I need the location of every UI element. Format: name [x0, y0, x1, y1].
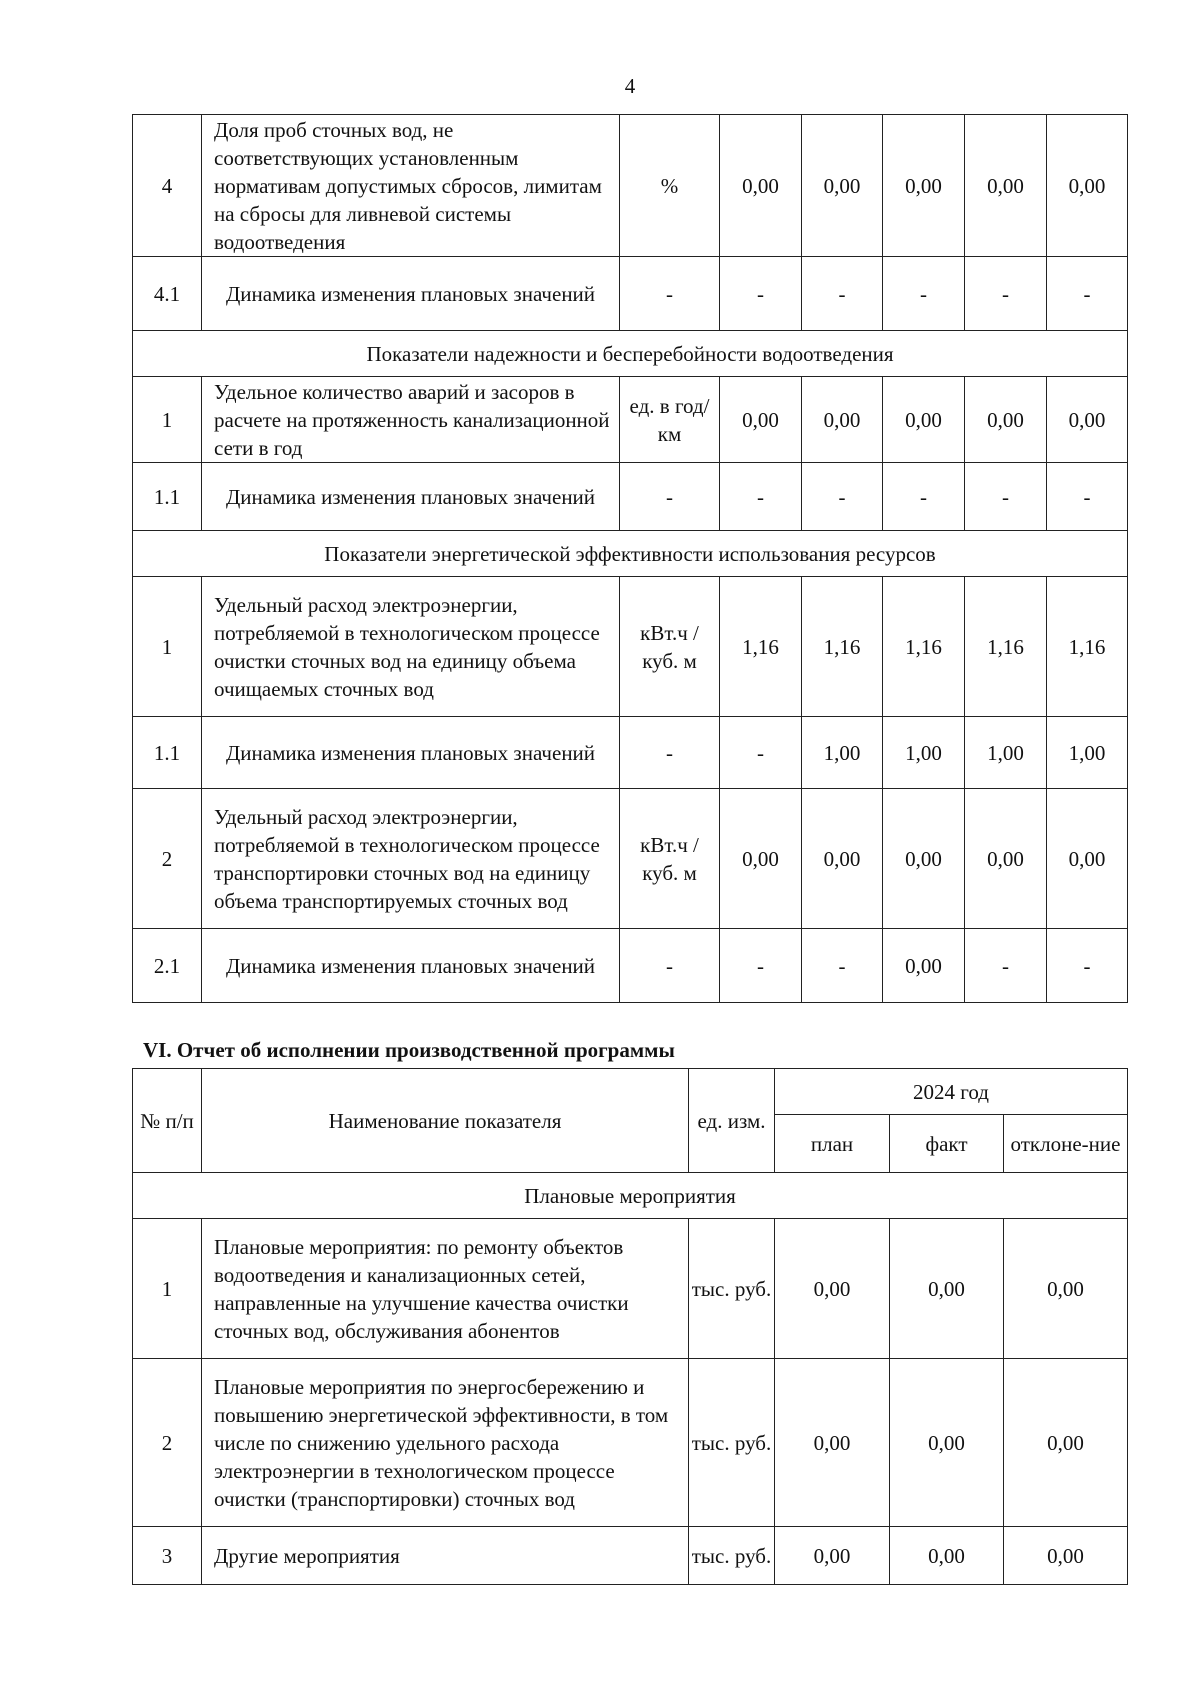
indicators-table [132, 114, 1128, 1003]
indicator-name: Удельное количество аварий и засоров в расчете на протяженность канализационной сети в год [202, 377, 620, 463]
measure-name: Другие мероприятия [202, 1527, 689, 1585]
section-row: Плановые мероприятия [133, 1173, 1128, 1219]
table-row [133, 1219, 1128, 1359]
deviation-value: 0,00 [1004, 1359, 1128, 1527]
section-row [133, 331, 1128, 377]
measure-name: Плановые мероприятия по энергосбережению и повышению энергетической эффективности, в том числе по снижению удельного расхода электроэнергии в технологическом процессе очистки (транспортировки) сточных вод [202, 1359, 689, 1527]
plan-value: 0,00 [775, 1359, 890, 1527]
table-row [133, 717, 1128, 789]
header-plan: план [775, 1115, 890, 1173]
indicator-name: Динамика изменения плановых значений [202, 463, 620, 531]
value-cell: 0,00 [883, 789, 965, 929]
value-cell: 0,00 [883, 115, 965, 257]
table-row [133, 577, 1128, 717]
deviation-value: 0,00 [1004, 1219, 1128, 1359]
value-cell: 0,00 [883, 929, 965, 1003]
value-cell: 0,00 [965, 377, 1047, 463]
unit: ед. в год/ км [620, 377, 720, 463]
header-year: 2024 год [775, 1069, 1128, 1115]
unit: тыс. руб. [689, 1359, 775, 1527]
row-number: 1 [133, 377, 202, 463]
value-cell: - [965, 929, 1047, 1003]
row-number: 1.1 [133, 717, 202, 789]
row-number: 2 [133, 1359, 202, 1527]
value-cell: 0,00 [1047, 115, 1128, 257]
fact-value: 0,00 [890, 1219, 1004, 1359]
program-report-table [132, 1068, 1128, 1585]
value-cell: - [883, 257, 965, 331]
row-number: 3 [133, 1527, 202, 1585]
value-cell: - [1047, 257, 1128, 331]
value-cell: 0,00 [802, 377, 883, 463]
unit: тыс. руб. [689, 1219, 775, 1359]
indicator-name: Удельный расход электроэнергии, потребляемой в технологическом процессе транспортировки сточных вод на единицу объема транспортируемых сточных вод [202, 789, 620, 929]
value-cell: 0,00 [965, 115, 1047, 257]
table-row [133, 115, 1128, 257]
value-cell: - [802, 257, 883, 331]
value-cell: 0,00 [720, 377, 802, 463]
unit: - [620, 717, 720, 789]
deviation-value: 0,00 [1004, 1527, 1128, 1585]
section-row [133, 531, 1128, 577]
unit: - [620, 929, 720, 1003]
value-cell: 1,16 [1047, 577, 1128, 717]
unit: - [620, 257, 720, 331]
indicator-name: Динамика изменения плановых значений [202, 717, 620, 789]
header-deviation: отклоне-ние [1004, 1115, 1128, 1173]
value-cell: 0,00 [720, 115, 802, 257]
value-cell: 1,00 [802, 717, 883, 789]
table-row [133, 257, 1128, 331]
section-heading: Показатели надежности и бесперебойности водоотведения [133, 331, 1128, 377]
row-number: 1 [133, 577, 202, 717]
value-cell: - [1047, 463, 1128, 531]
unit: - [620, 463, 720, 531]
row-number: 2.1 [133, 929, 202, 1003]
value-cell: - [802, 929, 883, 1003]
value-cell: 0,00 [802, 115, 883, 257]
value-cell: - [883, 463, 965, 531]
fact-value: 0,00 [890, 1359, 1004, 1527]
row-number: 1 [133, 1219, 202, 1359]
table-row [133, 377, 1128, 463]
value-cell: 1,16 [802, 577, 883, 717]
unit: кВт.ч / куб. м [620, 789, 720, 929]
indicator-name: Доля проб сточных вод, не соответствующих установленным нормативам допустимых сбросов, лимитам на сбросы для ливневой системы водоотведения [202, 115, 620, 257]
indicator-name: Динамика изменения плановых значений [202, 257, 620, 331]
value-cell: 0,00 [883, 377, 965, 463]
value-cell: - [720, 463, 802, 531]
value-cell: - [720, 717, 802, 789]
section-title: VI. Отчет об исполнении производственной программы [143, 1038, 675, 1062]
value-cell: - [720, 257, 802, 331]
table-row [133, 929, 1128, 1003]
row-number: 4 [133, 115, 202, 257]
header-fact: факт [890, 1115, 1004, 1173]
row-number: 2 [133, 789, 202, 929]
unit: кВт.ч / куб. м [620, 577, 720, 717]
header-unit: ед. изм. [689, 1069, 775, 1173]
value-cell: 0,00 [1047, 789, 1128, 929]
unit: % [620, 115, 720, 257]
table-row [133, 1359, 1128, 1527]
value-cell: - [802, 463, 883, 531]
table-row [133, 463, 1128, 531]
measure-name: Плановые мероприятия: по ремонту объектов водоотведения и канализационных сетей, направленные на улучшение качества очистки сточных вод, обслуживания абонентов [202, 1219, 689, 1359]
indicator-name: Удельный расход электроэнергии, потребляемой в технологическом процессе очистки сточных вод на единицу объема очищаемых сточных вод [202, 577, 620, 717]
value-cell: 0,00 [720, 789, 802, 929]
plan-value: 0,00 [775, 1527, 890, 1585]
page-number: 4 [624, 74, 636, 98]
value-cell: 1,00 [883, 717, 965, 789]
value-cell: - [720, 929, 802, 1003]
value-cell: 1,00 [965, 717, 1047, 789]
header-name: Наименование показателя [202, 1069, 689, 1173]
section-heading: Показатели энергетической эффективности использования ресурсов [133, 531, 1128, 577]
value-cell: 0,00 [802, 789, 883, 929]
table-row [133, 789, 1128, 929]
row-number: 4.1 [133, 257, 202, 331]
value-cell: 0,00 [1047, 377, 1128, 463]
value-cell: - [965, 257, 1047, 331]
value-cell: 1,00 [1047, 717, 1128, 789]
fact-value: 0,00 [890, 1527, 1004, 1585]
value-cell: 1,16 [883, 577, 965, 717]
value-cell: 1,16 [720, 577, 802, 717]
indicator-name: Динамика изменения плановых значений [202, 929, 620, 1003]
value-cell: 0,00 [965, 789, 1047, 929]
table-row [133, 1527, 1128, 1585]
value-cell: 1,16 [965, 577, 1047, 717]
value-cell: - [1047, 929, 1128, 1003]
plan-value: 0,00 [775, 1219, 890, 1359]
header-num: № п/п [133, 1069, 202, 1173]
value-cell: - [965, 463, 1047, 531]
row-number: 1.1 [133, 463, 202, 531]
unit: тыс. руб. [689, 1527, 775, 1585]
